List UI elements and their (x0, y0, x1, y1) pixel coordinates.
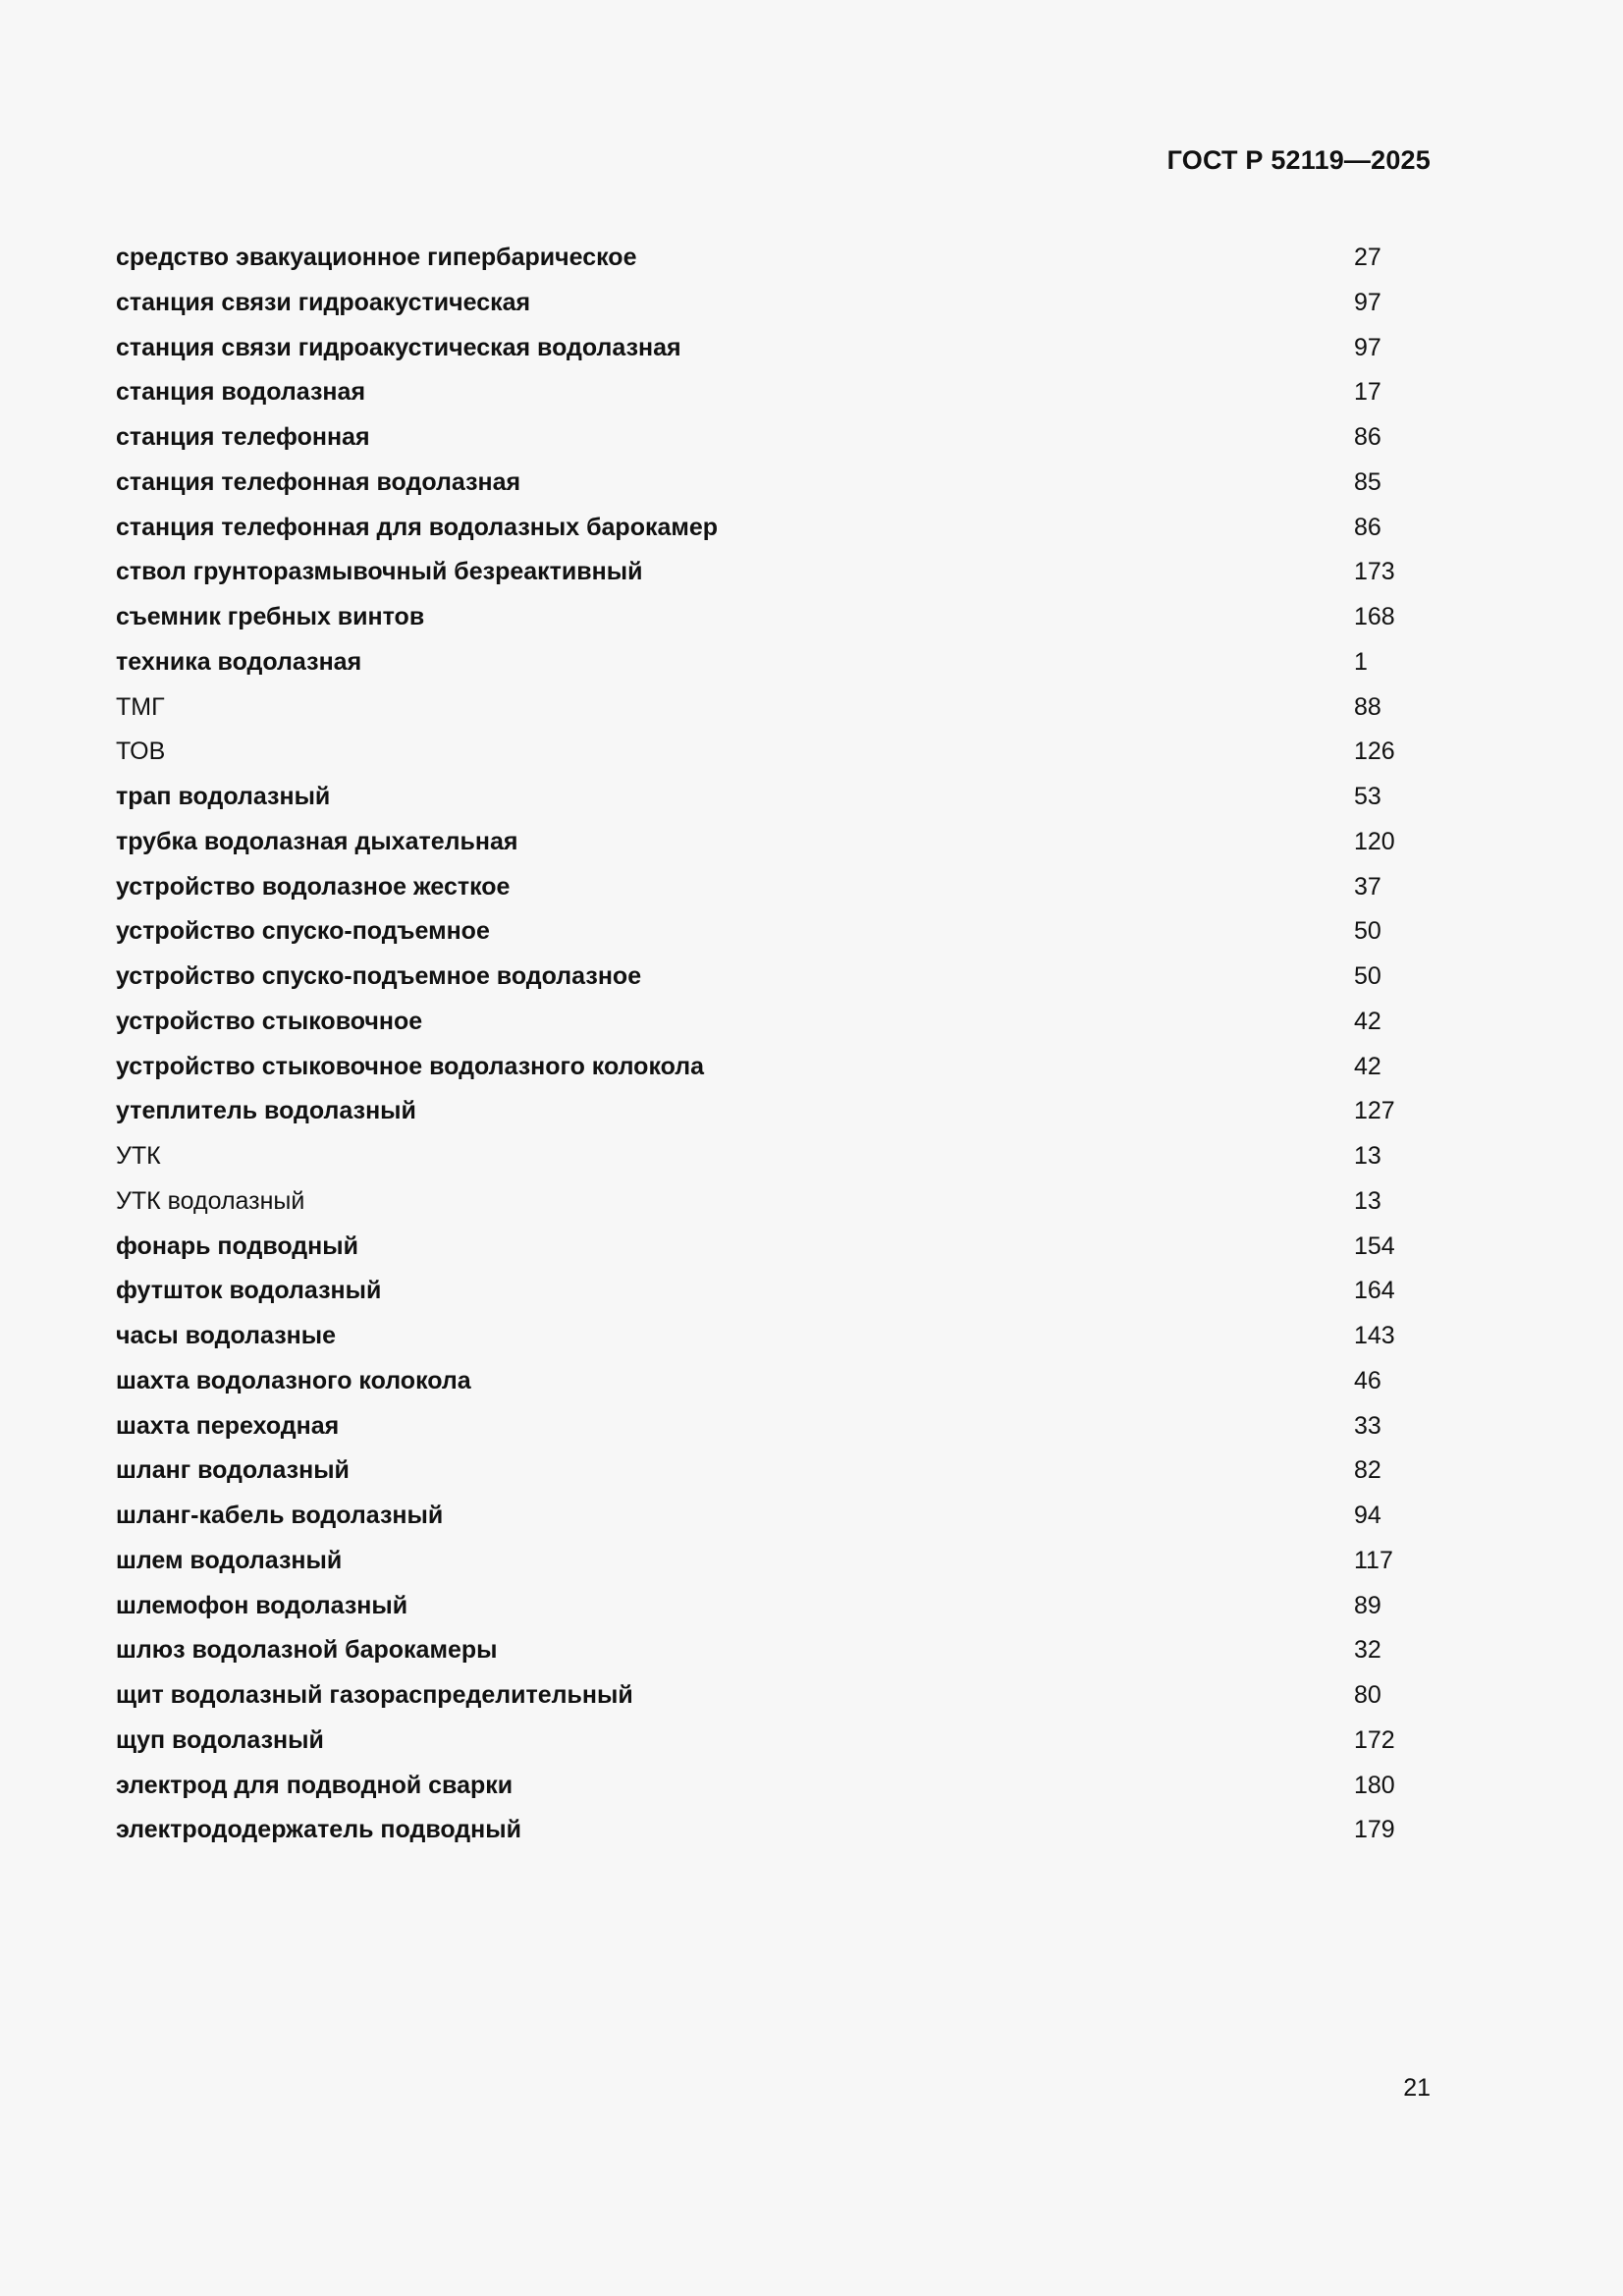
index-term-number: 154 (1354, 1231, 1395, 1260)
index-term-number: 50 (1354, 917, 1381, 946)
index-term-number: 179 (1354, 1816, 1395, 1844)
index-row (116, 370, 1432, 415)
index-term: устройство спуско-подъемное водолазное (116, 962, 642, 990)
index-row (116, 506, 1432, 551)
index-row (116, 236, 1432, 281)
index-term-number: 173 (1354, 558, 1395, 586)
index-row (116, 1359, 1432, 1404)
index-row (116, 1269, 1432, 1314)
index-row (116, 775, 1432, 820)
index-term-number: 42 (1354, 1007, 1381, 1035)
index-term-number: 88 (1354, 692, 1381, 721)
index-term: устройство спуско-подъемное (116, 917, 490, 946)
index-term-number: 120 (1354, 827, 1395, 855)
index-term: шлюз водолазной барокамеры (116, 1636, 498, 1665)
index-term-number: 143 (1354, 1322, 1395, 1349)
index-term-number: 164 (1354, 1277, 1395, 1305)
index-term: трубка водолазная дыхательная (116, 827, 518, 855)
index-term: станция телефонная водолазная (116, 467, 521, 496)
index-row (116, 909, 1432, 955)
alphabetical-index (116, 236, 1432, 1853)
index-term: щит водолазный газораспределительный (116, 1681, 633, 1709)
index-term: шланг водолазный (116, 1456, 350, 1485)
index-row (116, 1225, 1432, 1270)
index-row (116, 550, 1432, 595)
index-row (116, 685, 1432, 731)
index-row (116, 1719, 1432, 1764)
index-term: часы водолазные (116, 1322, 336, 1349)
index-term-number: 32 (1354, 1636, 1381, 1665)
index-term-number: 180 (1354, 1771, 1395, 1799)
page-number: 21 (1403, 2074, 1431, 2102)
index-term-number: 89 (1354, 1591, 1381, 1619)
index-row (116, 595, 1432, 640)
index-row (116, 1808, 1432, 1853)
index-row (116, 326, 1432, 371)
index-term: устройство стыковочное (116, 1007, 423, 1035)
index-row (116, 1764, 1432, 1809)
index-row (116, 1628, 1432, 1673)
index-term-number: 97 (1354, 333, 1381, 361)
index-row (116, 1494, 1432, 1539)
index-term-number: 37 (1354, 872, 1381, 901)
index-term-number: 13 (1354, 1142, 1381, 1170)
index-row (116, 461, 1432, 506)
index-term: съемник гребных винтов (116, 603, 425, 630)
index-row (116, 1584, 1432, 1629)
index-term-number: 27 (1354, 244, 1381, 271)
document-code: ГОСТ Р 52119—2025 (1166, 145, 1431, 175)
index-row (116, 1673, 1432, 1719)
index-term: трап водолазный (116, 783, 331, 810)
index-term: шланг-кабель водолазный (116, 1502, 444, 1529)
index-term-number: 168 (1354, 603, 1395, 630)
index-term: станция связи гидроакустическая водолазная (116, 333, 681, 361)
index-row (116, 1179, 1432, 1225)
index-term: электрод для подводной сварки (116, 1771, 514, 1799)
index-term-number: 53 (1354, 783, 1381, 810)
index-row (116, 1134, 1432, 1179)
index-term: шлем водолазный (116, 1546, 343, 1574)
index-term: электрододержатель подводный (116, 1816, 521, 1844)
index-row (116, 640, 1432, 685)
index-term-number: 86 (1354, 513, 1381, 541)
index-row (116, 281, 1432, 326)
index-term-number: 13 (1354, 1186, 1381, 1215)
index-term-number: 97 (1354, 288, 1381, 316)
index-term-number: 172 (1354, 1725, 1395, 1754)
index-term: ствол грунторазмывочный безреактивный (116, 558, 643, 586)
index-term: станция связи гидроакустическая (116, 288, 531, 316)
index-term: щуп водолазный (116, 1725, 324, 1754)
index-row (116, 865, 1432, 910)
index-term-number: 80 (1354, 1681, 1381, 1709)
index-term-number: 127 (1354, 1097, 1395, 1125)
index-term-number: 33 (1354, 1411, 1381, 1440)
index-term: средство эвакуационное гипербарическое (116, 244, 637, 271)
index-row (116, 820, 1432, 865)
index-term-number: 94 (1354, 1502, 1381, 1529)
index-term-number: 126 (1354, 738, 1395, 766)
index-term-number: 85 (1354, 467, 1381, 496)
index-term: техника водолазная (116, 647, 362, 676)
index-term: УТК (116, 1142, 161, 1170)
index-term: фонарь подводный (116, 1231, 358, 1260)
index-term-number: 86 (1354, 423, 1381, 451)
index-row (116, 415, 1432, 461)
index-row (116, 1089, 1432, 1134)
index-term: станция телефонная (116, 423, 370, 451)
index-row (116, 1000, 1432, 1045)
index-term: утеплитель водолазный (116, 1097, 416, 1125)
index-row (116, 1404, 1432, 1449)
index-term: станция водолазная (116, 378, 366, 407)
index-term: ТОВ (116, 738, 166, 766)
index-row (116, 1449, 1432, 1494)
index-row (116, 1539, 1432, 1584)
index-row (116, 955, 1432, 1000)
index-term: шлемофон водолазный (116, 1591, 408, 1619)
index-term: ТМГ (116, 692, 165, 721)
index-term: шахта водолазного колокола (116, 1366, 471, 1394)
index-row (116, 1045, 1432, 1090)
index-term-number: 46 (1354, 1366, 1381, 1394)
index-term: устройство водолазное жесткое (116, 872, 511, 901)
index-term: футшток водолазный (116, 1277, 382, 1305)
index-term-number: 17 (1354, 378, 1381, 407)
index-term-number: 42 (1354, 1052, 1381, 1080)
index-term-number: 1 (1354, 647, 1368, 676)
index-term-number: 117 (1354, 1546, 1393, 1574)
index-term: устройство стыковочное водолазного колокола (116, 1052, 705, 1080)
index-term: УТК водолазный (116, 1186, 305, 1215)
index-term: станция телефонная для водолазных барокамер (116, 513, 719, 541)
index-row (116, 1314, 1432, 1359)
index-row (116, 730, 1432, 775)
index-term-number: 50 (1354, 962, 1381, 990)
index-term: шахта переходная (116, 1411, 340, 1440)
index-term-number: 82 (1354, 1456, 1381, 1485)
